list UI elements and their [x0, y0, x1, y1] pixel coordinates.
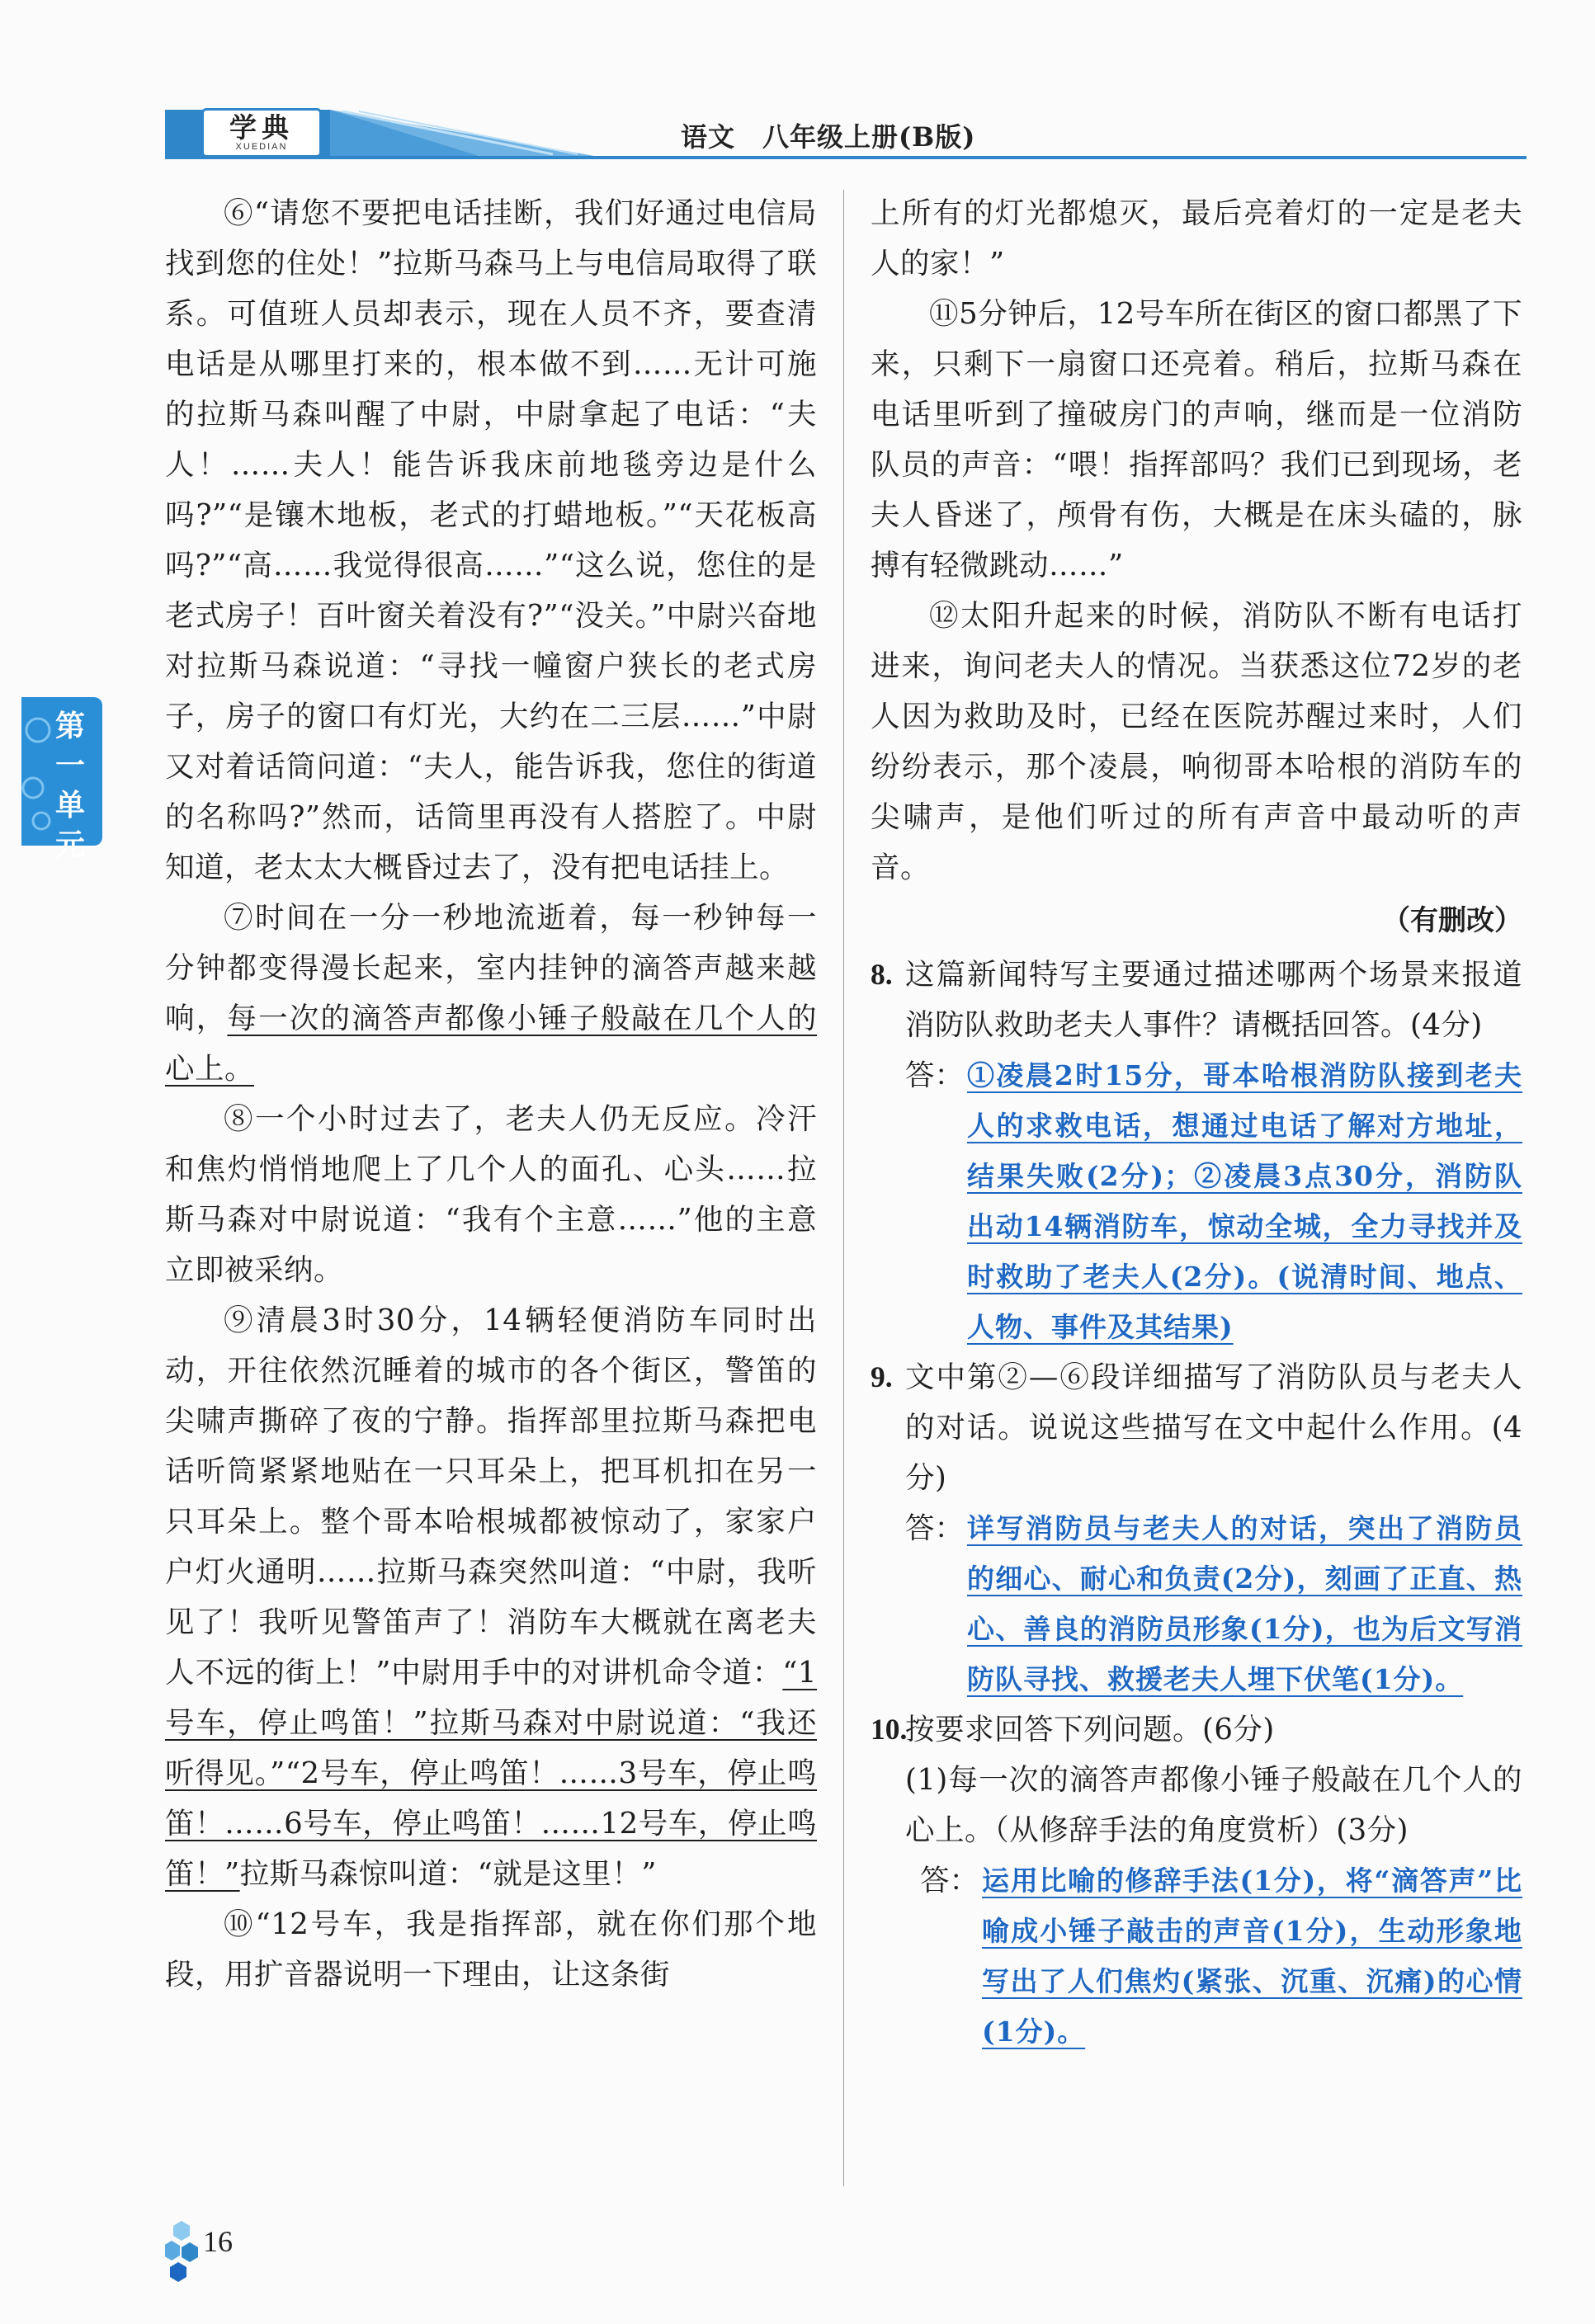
- question-10: [871, 1704, 1522, 1755]
- answer-9: [905, 1503, 1522, 1704]
- paragraph-10-text: ⑩“12号车，我是指挥部，就在你们那个地段，用扩音器说明一下理由，让这条街: [165, 1907, 817, 1992]
- paragraph-10-continued-text: 上所有的灯光都熄灭，最后亮着灯的一定是老夫人的家！”: [871, 196, 1522, 280]
- logo-band: [165, 103, 594, 158]
- answer-10-1: [920, 1855, 1522, 2057]
- paragraph-7-text: ⑦时间在一分一秒地流逝着，每一秒钟每一分钟都变得漫长起来，室内挂钟的滴答声越来越响，: [165, 901, 817, 1035]
- paragraph-9-underlined: “1号车，停止鸣笛！”拉斯马森对中尉说道：“我还听得见。”“2号车，停止鸣笛！……3号车，停止鸣笛！……6号车，停止鸣笛！……12号车，停止鸣笛！”: [165, 1656, 817, 1891]
- answer-label: 答：: [905, 1058, 965, 1092]
- right-column: [871, 188, 1522, 2057]
- logo-text-cn: 学典: [229, 111, 294, 144]
- answer-label: 答：: [905, 1511, 965, 1545]
- paragraph-10-continued: [871, 188, 1522, 289]
- answer-text: 详写消防员与老夫人的对话，突出了消防员的细心、耐心和负责(2分)，刻画了正直、热心、善良的消防员形象(1分)，也为后文写消防队寻找、救援老夫人埋下伏笔(1分)。: [967, 1512, 1522, 1695]
- paragraph-7-underlined: 每一次的滴答声都像小锤子般敲在几个人的心上。: [165, 1002, 817, 1086]
- answer-text: 运用比喻的修辞手法(1分)，将“滴答声”比喻成小锤子敲击的声音(1分)，生动形象地写出了人们焦灼(紧张、沉重、沉痛)的心情(1分)。: [982, 1864, 1522, 2048]
- question-number: 8.: [871, 958, 893, 991]
- question-number: 10.: [871, 1713, 908, 1746]
- paragraph-8: [165, 1094, 817, 1295]
- paragraph-12: [871, 591, 1522, 893]
- paragraph-9-tail: 拉斯马森惊叫道：“就是这里！”: [239, 1857, 657, 1891]
- answer-text: ①凌晨2时15分，哥本哈根消防队接到老夫人的求救电话，想通过电话了解对方地址，结果失败(2分)；②凌晨3点30分，消防队出动14辆消防车，惊动全城，全力寻找并及时救助了老夫人(2分)。(说清时间、地点、人物、事件及其结果): [967, 1059, 1522, 1343]
- paragraph-11: [871, 289, 1522, 591]
- logo: [201, 108, 322, 158]
- question-text: 按要求回答下列问题。(6分): [905, 1713, 1275, 1747]
- column-divider: [843, 190, 844, 2186]
- paragraph-12-text: ⑫太阳升起来的时候，消防队不断有电话打进来，询问老夫人的情况。当获悉这位72岁的老人因为救助及时，已经在医院苏醒过来时，人们纷纷表示，那个凌晨，响彻哥本哈根的消防车的尖啸声，是他们听过的所有声音中最动听的声音。: [871, 599, 1522, 884]
- left-column: [165, 188, 817, 2000]
- page-header: [165, 103, 1527, 167]
- logo-text-en: XUEDIAN: [235, 142, 288, 152]
- page-footer: [165, 2219, 330, 2302]
- paragraph-9-text: ⑨清晨3时30分，14辆轻便消防车同时出动，开往依然沉睡着的城市的各个街区，警笛的尖啸声撕碎了夜的宁静。指挥部里拉斯马森把电话听筒紧紧地贴在一只耳朵上，把耳机扣在另一只耳朵上。整个哥本哈根城都被惊动了，家家户户灯火通明……拉斯马森突然叫道：“中尉，我听见了！我听见警笛声了！消防车大概就在离老夫人不远的街上！”中尉用手中的对讲机命令道：: [165, 1303, 817, 1690]
- question-10-sub-1: (1)每一次的滴答声都像小锤子般敲在几个人的心上。（从修辞手法的角度赏析）(3分): [905, 1763, 1522, 1847]
- question-9: [871, 1352, 1522, 1503]
- answer-label: 答：: [920, 1864, 979, 1897]
- question-8: [871, 950, 1522, 1050]
- question-text: 文中第②—⑥段详细描写了消防队员与老夫人的对话。说说这些描写在文中起什么作用。(4分): [905, 1360, 1522, 1495]
- paragraph-6: [165, 188, 817, 893]
- book-title: 语文 八年级上册(B版): [681, 121, 976, 153]
- page-number: 16: [203, 2225, 233, 2258]
- paragraph-7: [165, 893, 817, 1094]
- paragraph-11-text: ⑪5分钟后，12号车所在街区的窗口都黑了下来，只剩下一扇窗口还亮着。稍后，拉斯马森在电话里听到了撞破房门的声响，继而是一位消防队员的声音：“喂！指挥部吗？我们已到现场，老夫人昏迷了，颅骨有伤，大概是在床头磕的，脉搏有轻微跳动……”: [871, 297, 1522, 582]
- header-rule: [165, 156, 1527, 159]
- question-number: 9.: [871, 1360, 893, 1393]
- unit-side-tab: [21, 697, 102, 862]
- source-note: （有删改）: [1382, 904, 1522, 937]
- paragraph-10: [165, 1899, 817, 2000]
- question-text: 这篇新闻特写主要通过描述哪两个场景来报道消防队救助老夫人事件？请概括回答。(4分): [905, 958, 1522, 1042]
- unit-label: 第一单元: [54, 709, 85, 862]
- paragraph-8-text: ⑧一个小时过去了，老夫人仍无反应。冷汗和焦灼悄悄地爬上了几个人的面孔、心头……拉斯马森对中尉说道：“我有个主意……”他的主意立即被采纳。: [165, 1102, 817, 1287]
- paragraph-6-text: ⑥“请您不要把电话挂断，我们好通过电信局找到您的住处！”拉斯马森马上与电信局取得了联系。可值班人员却表示，现在人员不齐，要查清电话是从哪里打来的，根本做不到……无计可施的拉斯马森叫醒了中尉，中尉拿起了电话：“夫人！……夫人！能告诉我床前地毯旁边是什么吗?”“是镶木地板，老式的打蜡地板。”“天花板高吗?”“高……我觉得很高……”“这么说，您住的是老式房子！百叶窗关着没有?”“没关。”中尉兴奋地对拉斯马森说道：“寻找一幢窗户狭长的老式房子，房子的窗口有灯光，大约在二三层……”中尉又对着话筒问道：“夫人，能告诉我，您住的街道的名称吗?”然而，话筒里再没有人搭腔了。中尉知道，老太太大概昏过去了，没有把电话挂上。: [165, 196, 817, 884]
- paragraph-9: [165, 1295, 817, 1899]
- answer-8: [905, 1050, 1522, 1352]
